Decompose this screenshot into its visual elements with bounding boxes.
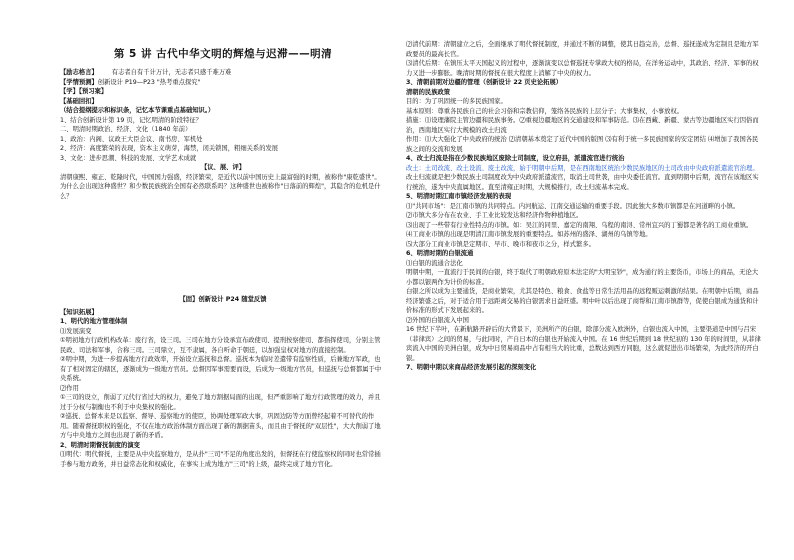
- section-3-p1: 目的：为了巩固统一的多民族国家。: [406, 98, 507, 105]
- section-1-p2: ②明中期，为进一步提高地方行政效率，开始设立巡抚和总督。巡抚本为临时差遣带有监察性质，后兼地方军政，也有了相对固定的辖区，逐渐成为一级地方官员。总督因军事需要而设，后成为一级地方官员，但巡抚与总督都属于中央系统。: [60, 356, 382, 382]
- section-6-p1: 明朝中期，一直流行于民间的白银，终于取代了明朝政府原本法定的"大明宝钞"，成为通行的主要货币，市场上的商品，无论大小都以银两作为计价的标准。: [406, 269, 759, 286]
- section-5-p3: ⑶出现了一些带有行业性特点的市镇。如：吴江的同里、嘉定的南翔、乌程的南浔、常州宜兴的丁蜀都是著名的工商业重镇。: [406, 221, 753, 229]
- question-1: 1、结合创新设计第 19 页，记忆明清的阶段特征？: [60, 116, 202, 124]
- question-2-item-3: 3、文化：进步思潮、科技的发展、文学艺术成就: [60, 154, 197, 162]
- question-2-item-1: 1、政治：内阁、议政王大臣会议、南书房、军机处: [60, 135, 203, 143]
- section-5-p1: ⑴"共同市场"：是江南市镇的共同特点。内河航运、江南交通运输的重要手段。因此独大多数市镇都是在河道畔的小镇。: [406, 202, 740, 210]
- section-5-p4: ⑷工商业市镇的出现是明清江南市镇发展的重要特点。如苏州的盛泽、湖州的乌镇等地。: [406, 231, 652, 238]
- question-2: 二、明清时期政治、经济、文化（1840 年前）: [60, 126, 192, 133]
- section-2-title: 2、明清时期督抚制度的演变: [60, 441, 140, 449]
- test-label: 【固】创新设计 P24 随堂反馈: [179, 296, 267, 303]
- page-title: 第 5 讲 古代中华文明的辉煌与迟滞——明清: [113, 48, 333, 60]
- section-4-p2: 改土归流就是把少数民族土司制度改为中央政府派遣流官，取消土司世袭，由中央委任流官。直到明朝中后期，流官在该地区实行统治，遂为中央直属地区。直至清雍正时期，大规模推行，改土归流基本完成。: [406, 174, 759, 191]
- section-1-p1: ①明初地方行政机构改革：废行省，设三司。三司在地方分设承宣布政使司、提刑按察使司、都指挥使司，分别主管民政、司法和军事，合称三司。三司鼎立，互不隶属，各自听命于朝廷，以加强皇权对地方的直接控制。: [60, 337, 381, 354]
- discuss-text: 清朝康熙、雍正、乾隆时代，中国国力强盛，经济繁荣，是近代以前中国历史上最富强的时期，被称作"康乾盛世"。为什么会出现这种盛世？和少数民族统治全国有必然联系吗？这种盛世也被称作"日落前的辉煌"，其隐含的危机是什么？: [60, 173, 381, 200]
- section-1-p3: ①三司的设立，削弱了元代行省过大的权力，避免了地方割据局面的出现，但严重影响了地方行政管理的效力，并且过于分权与制衡也不利于中央集权的强化。: [60, 394, 381, 411]
- plan-line: [60, 78, 386, 88]
- section-3-p3: 措施：⑴设理藩院主管边疆和民族事务。⑵重视边疆地区的交通建设和军事防范。⑶在西藏、新疆、蒙古等边疆地区实行因俗而治，西南地区实行大规模的改土归流: [406, 117, 759, 134]
- header-block: [60, 68, 386, 201]
- motto-label: 【励志格言】: [60, 69, 98, 76]
- section-7-title: 7、明朝中期以来商品经济发展引起的深刻变化: [406, 364, 537, 371]
- discuss-label: 【议、展、评】: [200, 164, 246, 171]
- section-6-p2: 白银之所以成为主要通货，是商业繁荣，尤其是特色、粮食、食盐等日常生活用品的远程贩运刺激的结果。在明朝中后期，商品经济繁盛之后，对于适合用于远距离交易的白银需求日益旺盛。明中叶以后出现了商帮和江南市镇群等，促使白银成为通货和计价标准的形式下发展起来的。: [406, 288, 759, 314]
- right-p2: ⑶清代后期：在镇压太平天国起义的过程中，逐渐演变以总督巡抚专掌政大权的格局，在洋务运动中，其政治、经济、军事的权力又进一步膨胀。晚清时期的督抚在很大程度上消解了中央的权力。: [406, 60, 759, 77]
- basic-label: 【基础回扣】: [60, 97, 98, 105]
- right-column: [406, 40, 762, 373]
- section-3-sub: 清朝的民族政策: [406, 88, 451, 96]
- plan-label: 【学情预测】: [60, 78, 98, 86]
- section-5-title: 5、明清时期江南市镇经济发展的表现: [406, 193, 512, 200]
- expand-label: 【知识拓展】: [60, 308, 98, 316]
- section-3-title: 3、清朝前期对边疆的管理（创新设计 22 页史论拓展）: [406, 79, 563, 86]
- plan-text: 创新设计 P19—P23 "热考重点探究": [97, 78, 201, 86]
- section-4-p1: 改土：土司改流、改土设流、废土改流，始于明朝中后期，是在西南地区统治少数民族地区的土司改由中央政府派遣流官治理。: [406, 164, 759, 172]
- right-p1: ⑵清代前期：清朝建立之后，全面继承了明代督抚制度，并通过不断的调整，使其日趋完善，总督、巡抚遂成为定制且是地方军政要员的最高长官。: [406, 41, 759, 58]
- section-1-title: 1、明代的地方管理体制: [60, 318, 128, 325]
- section-5-p2: ⑵市镇大多分布在农业、手工业比较发达和经济作物种植地区。: [406, 212, 583, 219]
- section-6-title: 6、明清时期的白银流通: [406, 250, 474, 257]
- section-4-title: 4、改土归流是指在少数民族地区废除土司制度，设立府县，派遣流官进行统治: [406, 155, 625, 162]
- section-1-sub: ⑴发展演变: [60, 327, 92, 335]
- section-3-p2: 基本原则：尊重各民族自己的社会习俗和宗教信仰，笼络各民族的上层分子；大事集权，小事放权。: [406, 107, 684, 115]
- question-2-item-2: 2、经济：高度繁荣的表现，资本主义萌芽，海禁，闭关锁国，粗细关系的发展: [60, 145, 279, 152]
- section-6-p3: 16 世纪下半叶，在新航路开辟后的大背景下，美洲所产的白银，除部分流入欧洲外，白银也流入中国，主要渠道是中国与吕宋（菲律宾）之间的贸易，与此同时，产自日本的白银也开始流入中国。在 16 世纪后期到 18 世纪初的 130 年的时间里，从菲律宾流入中国的美洲白银，成为中日贸易商品中占有相当大的比重，总数达到西方同胞，这么就促进出市场繁荣，为此经济的开白银。: [406, 326, 761, 362]
- learn-label: 【学】【预习案】: [60, 88, 108, 95]
- section-2-p1: ⑴明代：明代督抚，主要是从中央监察地方，是从扑"三司"不足的角度出发的，但督抚在行使监察权的同时也常常插手参与地方政务，并日益常态化和权威化，在事实上成为地方"三司"的上级，最终完成了地方官化。: [60, 451, 381, 468]
- section-6-sub: ⑴白银的流通合法化: [406, 259, 463, 267]
- motto-line: [60, 68, 386, 78]
- left-body: [60, 295, 386, 469]
- section-6-sub2: ⑵外国的白银流入中国: [406, 316, 469, 324]
- section-5-p5: ⑸大部分工商业市镇是定期市、早市、晚市和夜市之分，样式繁多。: [406, 240, 595, 248]
- section-3-p4: 作用：⑴大大强化了中央政府的统治 ⑵清朝基本奠定了近代中国的版图 ⑶有利于统一多民族国家的安定团结 ⑷增加了我国各民族之间的交流和发展: [406, 136, 759, 153]
- basic-note: （结合提纲提示和标识条，记忆本节课重点基础知识。）: [60, 107, 215, 114]
- section-1-p4: ②巡抚、总督本来是以监察、督导、巡察地方的使臣，协调处理军政大事，巩固边防等方面曾经起着不可替代的作用。随着督抚职权的强化，不仅在地方政治体制方面出现了新的割据苗头，而且由于督抚的"双层性"，大大削弱了地方与中央地方之间也出现了新的矛盾。: [60, 413, 381, 439]
- section-1-sub2: ⑵作用: [60, 384, 79, 392]
- motto-text: 有志者自有千计万计，无志者只感千难万难: [111, 69, 232, 76]
